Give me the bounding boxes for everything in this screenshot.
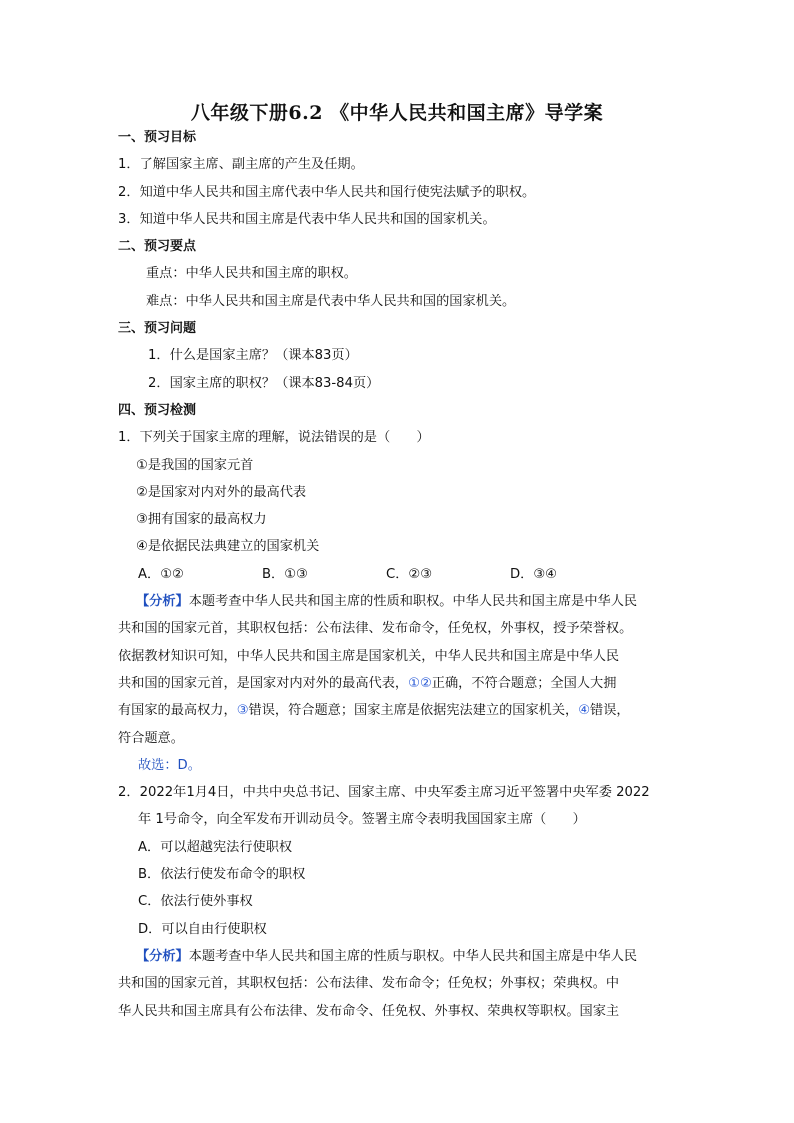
question-2-stem: 2．2022年1月4日，中共中央总书记、国家主席、中央军委主席习近平签署中央军委 2022 — [118, 785, 650, 801]
analysis-line: 【分析】本题考查中华人民共和国主席的性质和职权。中华人民共和国主席是中华人民 — [136, 594, 638, 610]
question-2-option-d: D．可以自由行使职权 — [138, 921, 267, 937]
section-heading-goals: 一、预习目标 — [118, 130, 197, 145]
option-d: D．③④ — [510, 566, 557, 582]
analysis-line: 共和国的国家元首，其职权包括：公布法律、发布命令，任免权，外事权，授予荣誉权。 — [118, 621, 633, 637]
document-title: 八年级下册6.2 《中华人民共和国主席》导学案 — [190, 102, 604, 124]
goal-item: 2．知道中华人民共和国主席代表中华人民共和国行使宪法赋予的职权。 — [118, 184, 536, 200]
analysis-line: 依据教材知识可知，中华人民共和国主席是国家机关，中华人民共和国主席是中华人民 — [118, 648, 620, 664]
analysis-tag: 【分析】 — [136, 948, 189, 964]
question-1-stem: 1．下列关于国家主席的理解，说法错误的是（ ） — [118, 430, 430, 446]
key-point-item: 重点：中华人民共和国主席的职权。 — [146, 266, 357, 282]
question-2-stem: 年 1号命令，向全军发布开训动员令。签署主席令表明我国国家主席（ ） — [138, 812, 586, 828]
question-1-options — [118, 561, 688, 588]
question-1-statement: ③拥有国家的最高权力 — [136, 512, 267, 528]
document-body — [118, 124, 688, 1025]
analysis-line: 符合题意。 — [118, 730, 184, 746]
highlight-mark: ③ — [236, 703, 249, 719]
section-heading-key-points: 二、预习要点 — [118, 239, 197, 255]
goal-item: 3．知道中华人民共和国主席是代表中华人民共和国的国家机关。 — [118, 211, 496, 227]
question-2-option-a: A．可以超越宪法行使职权 — [138, 839, 293, 855]
analysis-tag: 【分析】 — [136, 594, 189, 610]
analysis-line: 有国家的最高权力，③错误，符合题意；国家主席是依据宪法建立的国家机关，④错误， — [118, 703, 630, 719]
preview-question-item: 2．国家主席的职权？（课本83-84页） — [148, 375, 380, 391]
question-1-statement: ④是依据民法典建立的国家机关 — [136, 539, 320, 555]
question-2-option-c: C．依法行使外事权 — [138, 894, 253, 910]
highlight-mark: ①② — [408, 675, 432, 691]
goal-item: 1．了解国家主席、副主席的产生及任期。 — [118, 157, 364, 173]
option-b: B．①③ — [262, 566, 308, 582]
question-1-statement: ①是我国的国家元首 — [136, 457, 254, 473]
section-heading-check: 四、预习检测 — [118, 402, 197, 418]
question-2-option-b: B．依法行使发布命令的职权 — [138, 867, 306, 883]
section-heading-questions: 三、预习问题 — [118, 321, 197, 337]
option-c: C．②③ — [386, 566, 433, 582]
analysis-line: 华人民共和国主席具有公布法律、发布命令、任免权、外事权、荣典权等职权。国家主 — [118, 1003, 620, 1019]
key-point-item: 难点：中华人民共和国主席是代表中华人民共和国的国家机关。 — [146, 293, 516, 309]
analysis-line: 共和国的国家元首，是国家对内对外的最高代表，①②正确，不符合题意；全国人大拥 — [118, 675, 617, 691]
analysis-line: 【分析】本题考查中华人民共和国主席的性质与职权。中华人民共和国主席是中华人民 — [136, 948, 638, 964]
question-1-statement: ②是国家对内对外的最高代表 — [136, 484, 307, 500]
analysis-line: 共和国的国家元首，其职权包括：公布法律、发布命令；任免权；外事权；荣典权。中 — [118, 976, 620, 992]
highlight-mark: ④ — [578, 703, 591, 719]
question-1-answer: 故选：D。 — [138, 757, 201, 773]
option-a: A．①② — [138, 566, 184, 582]
preview-question-item: 1．什么是国家主席？（课本83页） — [148, 348, 358, 364]
